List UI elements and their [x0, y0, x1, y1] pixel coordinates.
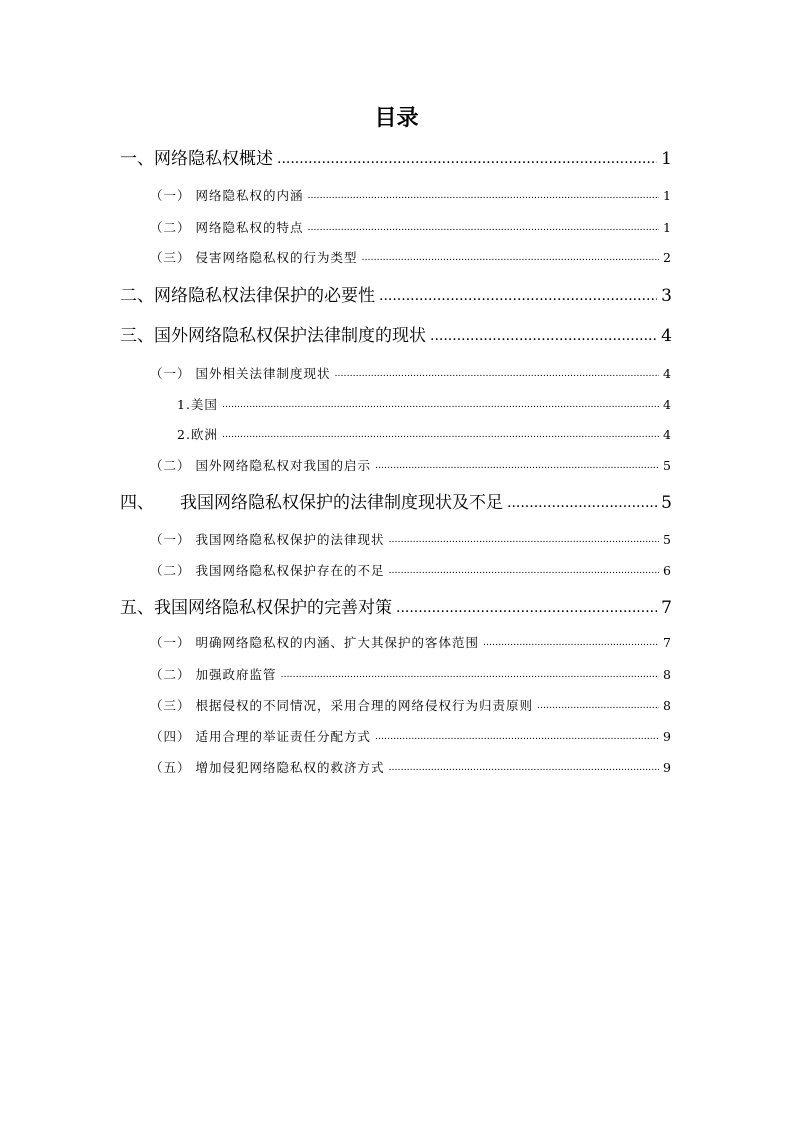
- toc-page-number: 8: [663, 698, 672, 713]
- toc-leader: [375, 728, 659, 746]
- toc-leader: [361, 249, 659, 267]
- toc-entry[interactable]: [150, 457, 672, 475]
- toc-entry-text: （一） 网络隐私权的内涵: [150, 188, 304, 203]
- toc-page-number: 8: [663, 667, 672, 682]
- toc-entry[interactable]: [150, 531, 672, 549]
- toc-page-number: 9: [663, 729, 672, 744]
- toc-entry[interactable]: [150, 219, 672, 237]
- toc-page-number: 7: [661, 598, 672, 618]
- toc-title: 目录: [374, 106, 419, 131]
- toc-leader: [280, 666, 659, 684]
- toc-page-number: 4: [663, 427, 672, 442]
- toc-entry-text-group: [120, 492, 503, 514]
- toc-entry-text: 五、我国网络隐私权保护的完善对策: [120, 598, 392, 618]
- toc-leader: [307, 187, 659, 205]
- toc-entry-text: 我国网络隐私权保护的法律制度现状及不足: [180, 493, 503, 513]
- toc-entry[interactable]: [177, 426, 672, 444]
- toc-leader: [375, 457, 659, 475]
- toc-leader: [222, 396, 659, 414]
- toc-page-number: 5: [663, 458, 672, 473]
- toc-page-number: 2: [663, 250, 672, 265]
- toc-entry[interactable]: [120, 148, 672, 170]
- toc-page-number: 9: [663, 760, 672, 775]
- toc-leader: [388, 759, 659, 777]
- toc-leader: [507, 492, 657, 514]
- toc-entry-number: 四、: [120, 493, 154, 513]
- toc-leader: [388, 531, 659, 549]
- toc-entry[interactable]: [150, 759, 672, 777]
- toc-page-number: 4: [663, 366, 672, 381]
- toc-entry-text: （二） 国外网络隐私权对我国的启示: [150, 458, 371, 473]
- toc-page-number: 3: [661, 286, 672, 306]
- toc-entry[interactable]: [150, 634, 672, 652]
- toc-entry[interactable]: [150, 562, 672, 580]
- toc-entry-text: （二） 加强政府监管: [150, 667, 277, 682]
- toc-entry[interactable]: [120, 285, 672, 307]
- toc-leader: [483, 634, 659, 652]
- toc-entry-text: 一、网络隐私权概述: [120, 149, 273, 169]
- toc-entry-text: 1.美国: [177, 397, 218, 412]
- toc-leader: [430, 325, 657, 347]
- toc-page-number: 4: [661, 326, 672, 346]
- toc-page-number: 5: [663, 532, 672, 547]
- toc-page-number: 1: [663, 220, 672, 235]
- toc-leader: [396, 597, 657, 619]
- toc-entry[interactable]: [150, 666, 672, 684]
- toc-entry-text: 二、网络隐私权法律保护的必要性: [120, 286, 375, 306]
- toc-entry-text: （二） 网络隐私权的特点: [150, 220, 304, 235]
- toc-page-number: 1: [663, 188, 672, 203]
- toc-entry-text: 三、国外网络隐私权保护法律制度的现状: [120, 326, 426, 346]
- toc-entry[interactable]: [120, 325, 672, 347]
- toc-page-number: 6: [663, 563, 672, 578]
- toc-leader: [334, 365, 659, 383]
- toc-leader: [277, 148, 657, 170]
- toc-entry-text: （二） 我国网络隐私权保护存在的不足: [150, 563, 385, 578]
- toc-entry-text: （一） 国外相关法律制度现状: [150, 366, 331, 381]
- toc-entry-text: （四） 适用合理的举证责任分配方式: [150, 729, 371, 744]
- toc-entry-text: 2.欧洲: [177, 427, 218, 442]
- toc-entry-text: （一） 明确网络隐私权的内涵、扩大其保护的客体范围: [150, 635, 479, 650]
- toc-entry[interactable]: [150, 365, 672, 383]
- toc-entry[interactable]: [150, 249, 672, 267]
- toc-leader: [379, 285, 657, 307]
- toc-leader: [388, 562, 659, 580]
- toc-page-number: 5: [661, 493, 672, 513]
- toc-entry[interactable]: [120, 492, 672, 514]
- toc-leader: [537, 697, 659, 715]
- toc-leader: [222, 426, 659, 444]
- toc-leader: [307, 219, 659, 237]
- toc-entry[interactable]: [120, 597, 672, 619]
- toc-entry-text: （三） 根据侵权的不同情况，采用合理的网络侵权行为归责原则: [150, 698, 533, 713]
- toc-page-number: 1: [661, 149, 672, 169]
- toc-entry-text: （五） 增加侵犯网络隐私权的救济方式: [150, 760, 385, 775]
- toc-entry-text: （一） 我国网络隐私权保护的法律现状: [150, 532, 385, 547]
- toc-entry[interactable]: [150, 697, 672, 715]
- toc-page-number: 4: [663, 397, 672, 412]
- toc-entry-text: （三） 侵害网络隐私权的行为类型: [150, 250, 358, 265]
- toc-entry[interactable]: [150, 728, 672, 746]
- toc-entry[interactable]: [150, 187, 672, 205]
- toc-entry[interactable]: [177, 396, 672, 414]
- toc-page-number: 7: [663, 635, 672, 650]
